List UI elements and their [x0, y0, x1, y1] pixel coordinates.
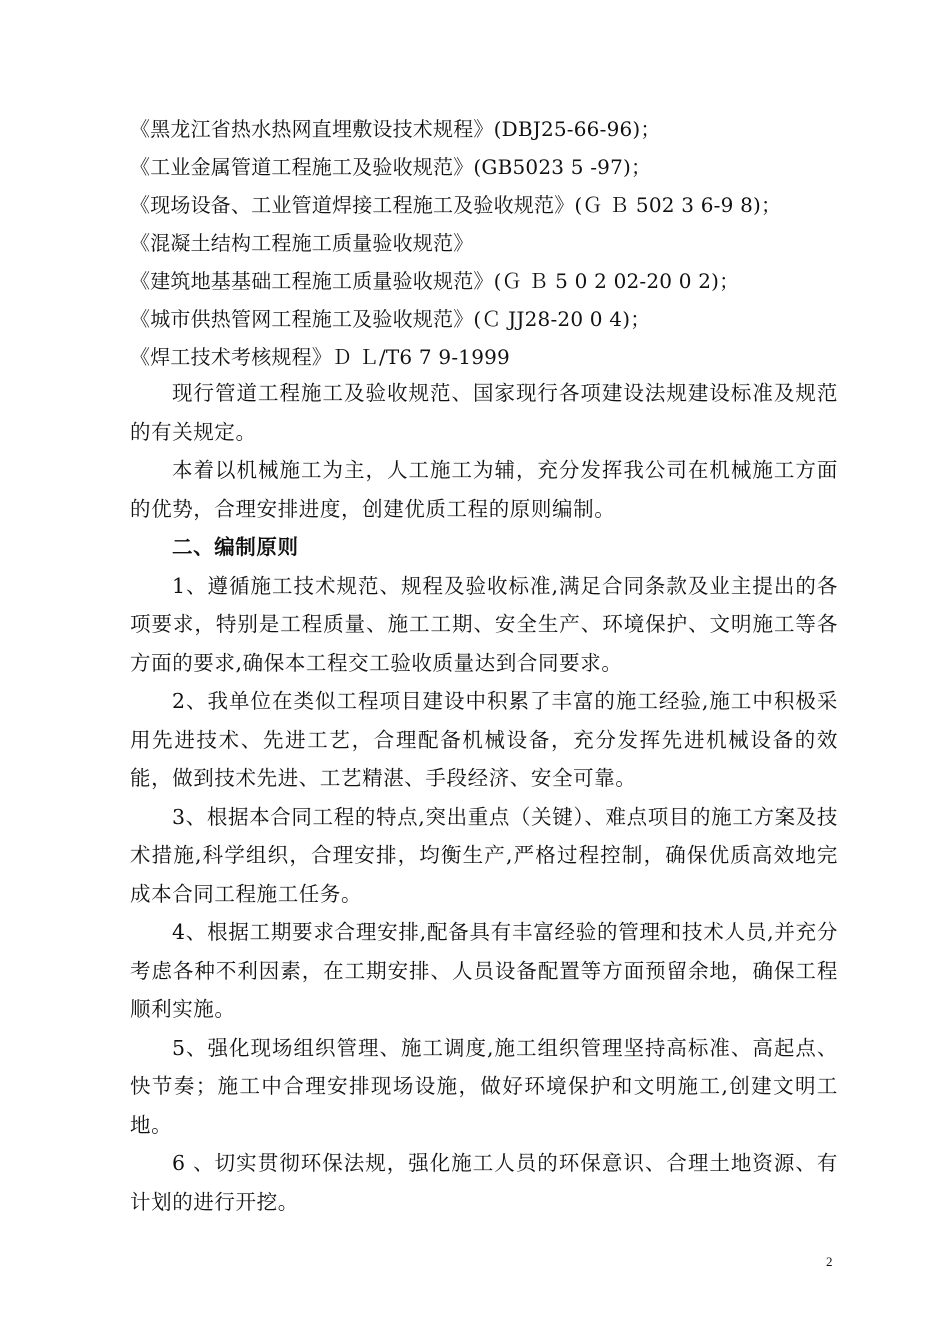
reference-item: 《现场设备、工业管道焊接工程施工及验收规范》(Ｇ Ｂ 502 3 6-9 8)；	[130, 193, 782, 217]
reference-item: 《焊工技术考核规程》Ｄ Ｌ/T6 7 9-1999	[130, 345, 510, 369]
reference-list	[130, 110, 850, 376]
principle-item: 1、遵循施工技术规范、规程及验收标准,满足合同条款及业主提出的各项要求，特别是工程质量、施工工期、安全生产、环境保护、文明施工等各方面的要求,确保本工程交工验收质量达到合同要求。	[130, 573, 838, 675]
principle-item: 5、强化现场组织管理、施工调度,施工组织管理坚持高标准、高起点、快节奏；施工中合理安排现场设施，做好环境保护和文明施工,创建文明工地。	[130, 1035, 838, 1137]
reference-item: 《建筑地基基础工程施工质量验收规范》(Ｇ Ｂ 5 0 2 02-20 0 2)；	[130, 269, 740, 293]
principle-item: 6 、切实贯彻环保法规，强化施工人员的环保意识、合理土地资源、有计划的进行开挖。	[130, 1151, 838, 1214]
page-number: 2	[826, 1254, 833, 1269]
principle-item: 2、我单位在类似工程项目建设中积累了丰富的施工经验,施工中积极采用先进技术、先进工艺，合理配备机械设备，充分发挥先进机械设备的效能，做到技术先进、工艺精湛、手段经济、安全可靠。	[130, 689, 838, 790]
principle-item: 4、根据工期要求合理安排,配备具有丰富经验的管理和技术人员,并充分考虑各种不利因素，在工期安排、人员设备配置等方面预留余地，确保工程顺利实施。	[130, 920, 838, 1021]
reference-item: 《城市供热管网工程施工及验收规范》(Ｃ JJ28-20 0 4)；	[130, 307, 651, 331]
reference-item: 《混凝土结构工程施工质量验收规范》	[130, 231, 474, 255]
reference-item: 《黑龙江省热水热网直埋敷设技术规程》(DBJ25-66-96)；	[130, 117, 661, 141]
section-heading: 二、编制原则	[172, 535, 299, 559]
body-text	[130, 374, 838, 1221]
intro-paragraph: 现行管道工程施工及验收规范、国家现行各项建设法规建设标准及规范的有关规定。	[130, 381, 838, 444]
reference-item: 《工业金属管道工程施工及验收规范》(GB5023 5 -97)；	[130, 155, 652, 179]
principle-item: 3、根据本合同工程的特点,突出重点（关键）、难点项目的施工方案及技术措施,科学组织，合理安排，均衡生产,严格过程控制，确保优质高效地完成本合同工程施工任务。	[130, 804, 838, 906]
intro-paragraph: 本着以机械施工为主，人工施工为辅，充分发挥我公司在机械施工方面的优势，合理安排进度，创建优质工程的原则编制。	[130, 458, 838, 521]
